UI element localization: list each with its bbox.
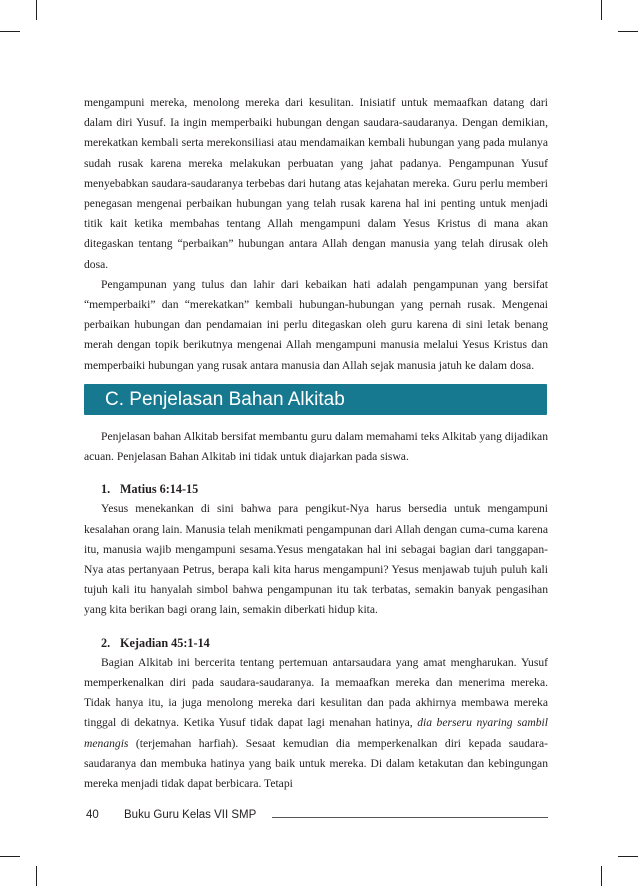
paragraph-text: Bagian Alkitab ini bercerita tentang pertemuan antarsaudara yang amat mengharukan. Yusuf memperkenalkan diri pada saudara-saudaranya. Ia memaafkan mereka dan menerima mereka. Tidak hanya itu, ia juga menolong mereka dari kesulitan dan pada akhirnya membawa mereka tinggal di dekatnya. Ketika Yusuf tidak dapat lagi menahan hatinya, (84, 655, 548, 730)
crop-mark (601, 866, 602, 886)
subsection-heading (84, 479, 548, 499)
crop-mark (36, 0, 37, 20)
crop-mark (601, 0, 602, 20)
paragraph-text: (terjemahan harfiah). Sesaat kemudian dia memperkenalkan diri kepada saudara-saudaranya dan membuka hatinya yang baik untuk mereka. Di dalam ketakutan dan kebingungan mereka menjadi tidak dapat berbicara. Tetapi (84, 736, 548, 791)
crop-mark (618, 31, 638, 32)
page-body (84, 93, 548, 794)
crop-mark (0, 856, 20, 857)
crop-mark (36, 866, 37, 886)
footer-rule (272, 817, 548, 818)
italic-quote: dia berseru nyaring sambil menangis (84, 716, 548, 750)
page-footer (86, 806, 548, 826)
paragraph: Pengampunan yang tulus dan lahir dari kebaikan hati adalah pengampunan yang bersifat “memperbaiki” dan “merekatkan” kembali hubungan-hubungan yang pernah rusak. Mengenai perbaikan hubungan dan pendamaian ini perlu ditegaskan oleh guru karena di sini letak benang merah dengan topik berikutnya mengenai Allah mengampuni manusia melalui Yesus Kristus dan memperbaiki hubungan yang rusak antara manusia dan Allah sejak manusia jatuh ke dalam dosa. (84, 277, 548, 372)
subsection-number: 2. (101, 635, 111, 650)
subsection-number: 1. (101, 482, 111, 497)
paragraph: Yesus menekankan di sini bahwa para pengikut-Nya harus bersedia untuk mengampuni kesalahan orang lain. Manusia telah menikmati pengampunan dari Allah dengan cuma-cuma karena itu, manusia wajib mengampuni sesama.Yesus mengatakan hal ini sebagai bagian dari tanggapan-Nya atas pertanyaan Petrus, berapa kali kita harus mengampuni? Yesus menjawab tujuh puluh kali tujuh kali itu hanyalah simbol bahwa pengampunan itu tak terbatas, semakin banyak pengasihan yang kita berikan bagi orang lain, semakin diberkati hidup kita. (84, 502, 548, 617)
crop-mark (618, 856, 638, 857)
page-number: 40 (86, 809, 99, 821)
paragraph: mengampuni mereka, menolong mereka dari kesulitan. Inisiatif untuk memaafkan datang dari dalam diri Yusuf. Ia ingin memperbaiki hubungan dengan saudara-saudaranya. Dengan demikian, merekatkan kembali serta merekonsiliasi atau mendamaikan kembali hubungan yang pada mulanya sudah rusak karena mereka melakukan perbuatan yang jahat padanya. Pengampunan Yusuf menyebabkan saudara-saudaranya terbebas dari hutang atas kejahatan mereka. Guru perlu memberi penegasan mengenai perbaikan hubungan yang telah rusak karena hal ini penting untuk menjadi titik kait ketika membahas tentang Allah mengampuni dalam Yesus Kristus di mana akan ditegaskan tentang “perbaikan” hubungan antara Allah dengan manusia yang telah dirusak oleh dosa. (84, 96, 548, 271)
paragraph: Penjelasan bahan Alkitab bersifat membantu guru dalam memahami teks Alkitab yang dijadikan acuan. Penjelasan Bahan Alkitab ini tidak untuk diajarkan pada siswa. (84, 429, 548, 464)
subsection-title: Kejadian 45:1-14 (120, 635, 210, 650)
subsection-heading (84, 633, 548, 653)
crop-mark (0, 31, 20, 32)
paragraph (84, 653, 548, 794)
subsection-title: Matius 6:14-15 (120, 482, 199, 497)
book-title: Buku Guru Kelas VII SMP (124, 809, 257, 821)
section-heading: C. Penjelasan Bahan Alkitab (84, 384, 547, 415)
